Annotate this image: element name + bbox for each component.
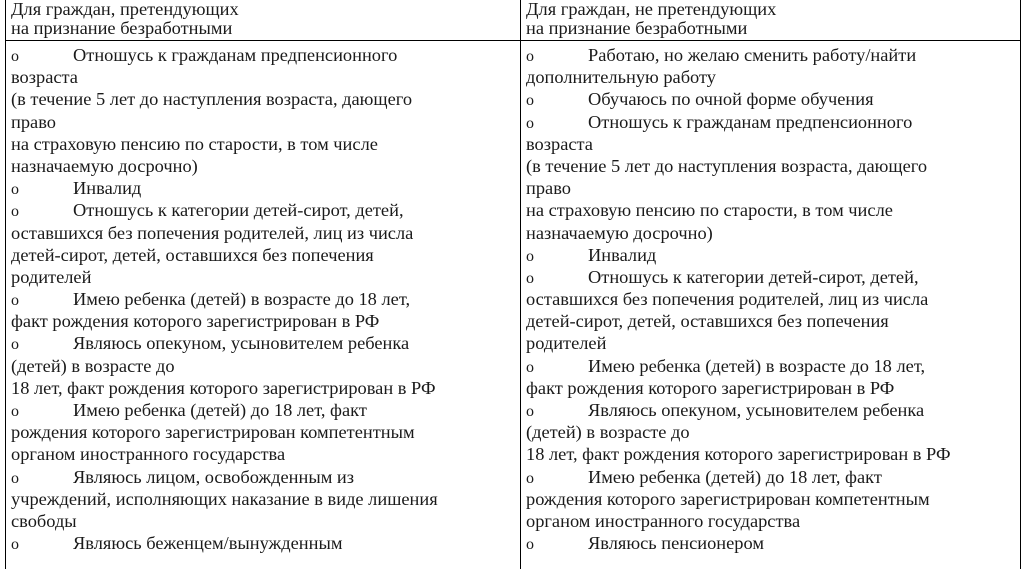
line-text: Имею ребенка (детей) в возрасте до 18 лет,	[73, 289, 411, 310]
text-line	[526, 222, 1020, 244]
line-text: свободы	[11, 510, 77, 531]
line-text: родителей	[11, 266, 92, 287]
right-column-header	[521, 0, 1020, 41]
checkbox-option-line	[526, 466, 1020, 488]
line-text: Отношусь к категории детей-сирот, детей,	[588, 266, 919, 287]
text-line	[11, 310, 520, 332]
circle-bullet-icon: o	[11, 292, 19, 310]
checkbox-option-line	[11, 466, 520, 488]
text-line	[526, 199, 1020, 221]
text-line	[11, 377, 520, 399]
line-text: Инвалид	[73, 178, 142, 199]
checkbox-option-line	[11, 288, 520, 310]
line-text: оставшихся без попечения родителей, лиц из числа	[11, 222, 414, 243]
checkbox-option-line	[526, 244, 1020, 266]
text-line	[11, 244, 520, 266]
header-line: на признание безработными	[526, 17, 748, 38]
text-line	[526, 332, 1020, 354]
line-text: Являюсь пенсионером	[588, 533, 764, 554]
line-text: Имею ребенка (детей) в возрасте до 18 лет,	[588, 355, 926, 376]
checkbox-option-line	[11, 332, 520, 354]
document-table	[5, 0, 1021, 569]
text-line	[11, 66, 520, 88]
line-text: учреждений, исполняющих наказание в виде лишения	[11, 488, 438, 509]
right-column-body	[521, 41, 1020, 554]
text-line	[526, 377, 1020, 399]
text-line	[526, 310, 1020, 332]
line-text: возраста	[526, 133, 593, 154]
circle-bullet-icon: o	[526, 247, 534, 265]
text-line	[11, 222, 520, 244]
circle-bullet-icon: o	[11, 181, 19, 199]
line-text: (детей) в возрасте до	[526, 422, 690, 443]
checkbox-option-line	[11, 532, 520, 554]
text-line	[526, 510, 1020, 532]
line-text: назначаемую досрочно)	[11, 155, 198, 176]
line-text: Являюсь опекуном, усыновителем ребенка	[73, 333, 410, 354]
line-text: (в течение 5 лет до наступления возраста, дающего	[526, 155, 928, 176]
text-line	[526, 421, 1020, 443]
line-text: (детей) в возрасте до	[11, 355, 175, 376]
line-text: на страховую пенсию по старости, в том числе	[11, 133, 378, 154]
line-text: назначаемую досрочно)	[526, 222, 713, 243]
circle-bullet-icon: o	[526, 269, 534, 287]
line-text: Имею ребенка (детей) до 18 лет, факт	[73, 400, 367, 420]
line-text: дополнительную работу	[526, 67, 717, 88]
text-line	[526, 177, 1020, 199]
text-line	[11, 488, 520, 510]
text-line	[11, 111, 520, 133]
circle-bullet-icon: o	[526, 403, 534, 420]
text-line	[526, 155, 1020, 177]
right-column	[520, 0, 1020, 569]
line-text: факт рождения которого зарегистрирован в РФ	[11, 311, 380, 332]
text-line	[526, 288, 1020, 310]
circle-bullet-icon: o	[526, 358, 534, 376]
header-line: на признание безработными	[11, 17, 233, 38]
checkbox-option-line	[11, 399, 520, 421]
line-text: факт рождения которого зарегистрирован в РФ	[526, 377, 895, 398]
line-text: Являюсь беженцем/вынужденным	[73, 533, 343, 554]
checkbox-option-line	[526, 88, 1020, 110]
checkbox-option-line	[526, 266, 1020, 288]
text-line	[526, 443, 1020, 465]
line-text: Являюсь опекуном, усыновителем ребенка	[588, 400, 925, 420]
checkbox-option-line	[11, 44, 520, 66]
line-text: возраста	[11, 67, 78, 88]
header-line: Для граждан, не претендующих	[526, 0, 777, 19]
text-line	[526, 133, 1020, 155]
text-line	[11, 510, 520, 532]
line-text: оставшихся без попечения родителей, лиц из числа	[526, 289, 929, 310]
line-text: детей-сирот, детей, оставшихся без попечения	[11, 244, 374, 265]
line-text: Отношусь к гражданам предпенсионного	[73, 45, 398, 65]
circle-bullet-icon: o	[526, 92, 534, 110]
line-text: органом иностранного государства	[526, 510, 801, 531]
line-text: (в течение 5 лет до наступления возраста, дающего	[11, 89, 413, 110]
line-text: детей-сирот, детей, оставшихся без попечения	[526, 311, 889, 332]
line-text: Отношусь к гражданам предпенсионного	[588, 111, 913, 132]
checkbox-option-line	[11, 199, 520, 221]
line-text: Являюсь лицом, освобожденным из	[73, 466, 355, 487]
line-text: органом иностранного государства	[11, 444, 286, 465]
left-column-header	[6, 0, 520, 41]
circle-bullet-icon: o	[11, 536, 19, 554]
line-text: рождения которого зарегистрирован компетентным	[526, 488, 930, 509]
line-text: родителей	[526, 333, 607, 354]
line-text: Отношусь к категории детей-сирот, детей,	[73, 200, 404, 221]
text-line	[11, 133, 520, 155]
line-text: 18 лет, факт рождения которого зарегистрирован в РФ	[526, 444, 951, 465]
circle-bullet-icon: o	[11, 469, 19, 487]
text-line	[11, 155, 520, 177]
line-text: 18 лет, факт рождения которого зарегистрирован в РФ	[11, 377, 436, 398]
text-line	[11, 355, 520, 377]
text-line	[11, 266, 520, 288]
text-line	[11, 421, 520, 443]
text-line	[526, 66, 1020, 88]
circle-bullet-icon: o	[526, 114, 534, 132]
line-text: на страховую пенсию по старости, в том числе	[526, 200, 893, 221]
line-text: Инвалид	[588, 244, 657, 265]
line-text: Имею ребенка (детей) до 18 лет, факт	[588, 466, 882, 487]
checkbox-option-line	[11, 177, 520, 199]
line-text: рождения которого зарегистрирован компетентным	[11, 422, 415, 443]
header-line: Для граждан, претендующих	[11, 0, 239, 19]
left-column-body	[6, 41, 520, 554]
circle-bullet-icon: o	[526, 469, 534, 487]
checkbox-option-line	[526, 532, 1020, 554]
text-line	[11, 443, 520, 465]
checkbox-option-line	[526, 355, 1020, 377]
line-text: Обучаюсь по очной форме обучения	[588, 89, 874, 110]
circle-bullet-icon: o	[11, 203, 19, 221]
circle-bullet-icon: o	[11, 48, 19, 65]
circle-bullet-icon: o	[526, 536, 534, 554]
circle-bullet-icon: o	[11, 336, 19, 354]
line-text: Работаю, но желаю сменить работу/найти	[588, 45, 917, 65]
checkbox-option-line	[526, 111, 1020, 133]
circle-bullet-icon: o	[526, 48, 534, 65]
checkbox-option-line	[526, 44, 1020, 66]
checkbox-option-line	[526, 399, 1020, 421]
text-line	[11, 88, 520, 110]
line-text: право	[526, 178, 571, 199]
line-text: право	[11, 111, 56, 132]
text-line	[526, 488, 1020, 510]
circle-bullet-icon: o	[11, 403, 19, 420]
left-column	[6, 0, 520, 569]
